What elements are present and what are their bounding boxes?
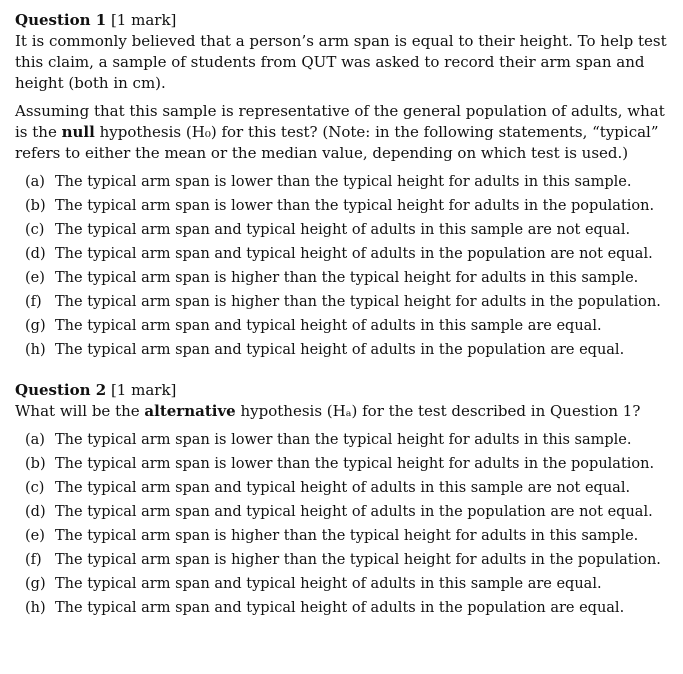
answer-option-text: The typical arm span and typical height of adults in the population are equal. <box>55 342 625 358</box>
answer-option-text: The typical arm span is higher than the typical height for adults in this sample. <box>55 270 639 286</box>
answer-option-text: The typical arm span is higher than the typical height for adults in the population. <box>55 552 661 568</box>
question-1-marks: [1 mark] <box>110 11 177 29</box>
question-2-marks: [1 mark] <box>110 381 177 399</box>
answer-option-letter: (f) <box>25 294 42 310</box>
answer-option-text: The typical arm span and typical height of adults in the population are not equal. <box>55 246 653 262</box>
answer-option-letter: (a) <box>25 432 45 448</box>
answer-option <box>15 524 669 548</box>
answer-option-text: The typical arm span is lower than the typical height for adults in this sample. <box>55 174 632 190</box>
answer-option-text: The typical arm span and typical height of adults in the population are equal. <box>55 600 625 616</box>
answer-option-text: The typical arm span and typical height of adults in the population are not equal. <box>55 504 653 520</box>
answer-option <box>15 572 669 596</box>
answer-option-text: The typical arm span and typical height of adults in this sample are not equal. <box>55 480 631 496</box>
answer-option-letter: (h) <box>25 600 46 616</box>
question-1-prompt-end: hypothesis (H₀) for this test? (Note: in the following statements, “typical” refers to either the mean or the median value, depending on which test is used.) <box>15 123 659 162</box>
question-1-prompt-keyword: null <box>61 123 95 141</box>
answer-option-text: The typical arm span and typical height of adults in this sample are equal. <box>55 318 602 334</box>
question-2-number: Question 2 <box>15 381 107 399</box>
answer-option <box>15 452 669 476</box>
answer-option-letter: (c) <box>25 480 45 496</box>
answer-option <box>15 242 669 266</box>
question-2-prompt-start: What will be the <box>15 402 145 420</box>
answer-option-text: The typical arm span is higher than the typical height for adults in the population. <box>55 294 661 310</box>
answer-option-letter: (h) <box>25 342 46 358</box>
answer-option-letter: (d) <box>25 504 46 520</box>
answer-option <box>15 596 669 620</box>
question-1-prompt <box>15 101 669 164</box>
question-2-prompt-keyword: alternative <box>144 402 236 420</box>
answer-option-text: The typical arm span and typical height of adults in this sample are not equal. <box>55 222 631 238</box>
answer-option-text: The typical arm span is higher than the typical height for adults in this sample. <box>55 528 639 544</box>
answer-option <box>15 194 669 218</box>
question-2-prompt-end: hypothesis (Hₐ) for the test described in Question 1? <box>235 402 641 420</box>
answer-option <box>15 500 669 524</box>
question-1-options <box>15 170 669 362</box>
answer-option <box>15 476 669 500</box>
answer-option-letter: (d) <box>25 246 46 262</box>
answer-option-letter: (g) <box>25 576 46 592</box>
answer-option-letter: (f) <box>25 552 42 568</box>
answer-option-letter: (b) <box>25 456 46 472</box>
answer-option-text: The typical arm span and typical height of adults in this sample are equal. <box>55 576 602 592</box>
answer-option-text: The typical arm span is lower than the typical height for adults in this sample. <box>55 432 632 448</box>
answer-option-letter: (e) <box>25 528 45 544</box>
answer-option <box>15 548 669 572</box>
question-1-heading <box>15 10 669 31</box>
answer-option-letter: (g) <box>25 318 46 334</box>
answer-option <box>15 290 669 314</box>
question-2-heading <box>15 380 669 401</box>
answer-option-letter: (e) <box>25 270 45 286</box>
answer-option-text: The typical arm span is lower than the typical height for adults in the population. <box>55 456 655 472</box>
question-2 <box>15 380 669 620</box>
answer-option <box>15 314 669 338</box>
answer-option <box>15 218 669 242</box>
answer-option <box>15 428 669 452</box>
answer-option <box>15 338 669 362</box>
answer-option-text: The typical arm span is lower than the typical height for adults in the population. <box>55 198 655 214</box>
question-1-prompt-start: Assuming that this sample is representative of the general population of adults, what is the <box>15 102 665 141</box>
answer-option <box>15 266 669 290</box>
question-2-options <box>15 428 669 620</box>
question-1 <box>15 10 669 362</box>
question-1-number: Question 1 <box>15 11 107 29</box>
answer-option-letter: (b) <box>25 198 46 214</box>
question-2-prompt <box>15 401 669 422</box>
answer-option-letter: (a) <box>25 174 45 190</box>
question-1-context: It is commonly believed that a person’s arm span is equal to their height. To help test this claim, a sample of students from QUT was asked to record their arm span and height (both in cm). <box>15 32 667 92</box>
answer-option-letter: (c) <box>25 222 45 238</box>
answer-option <box>15 170 669 194</box>
